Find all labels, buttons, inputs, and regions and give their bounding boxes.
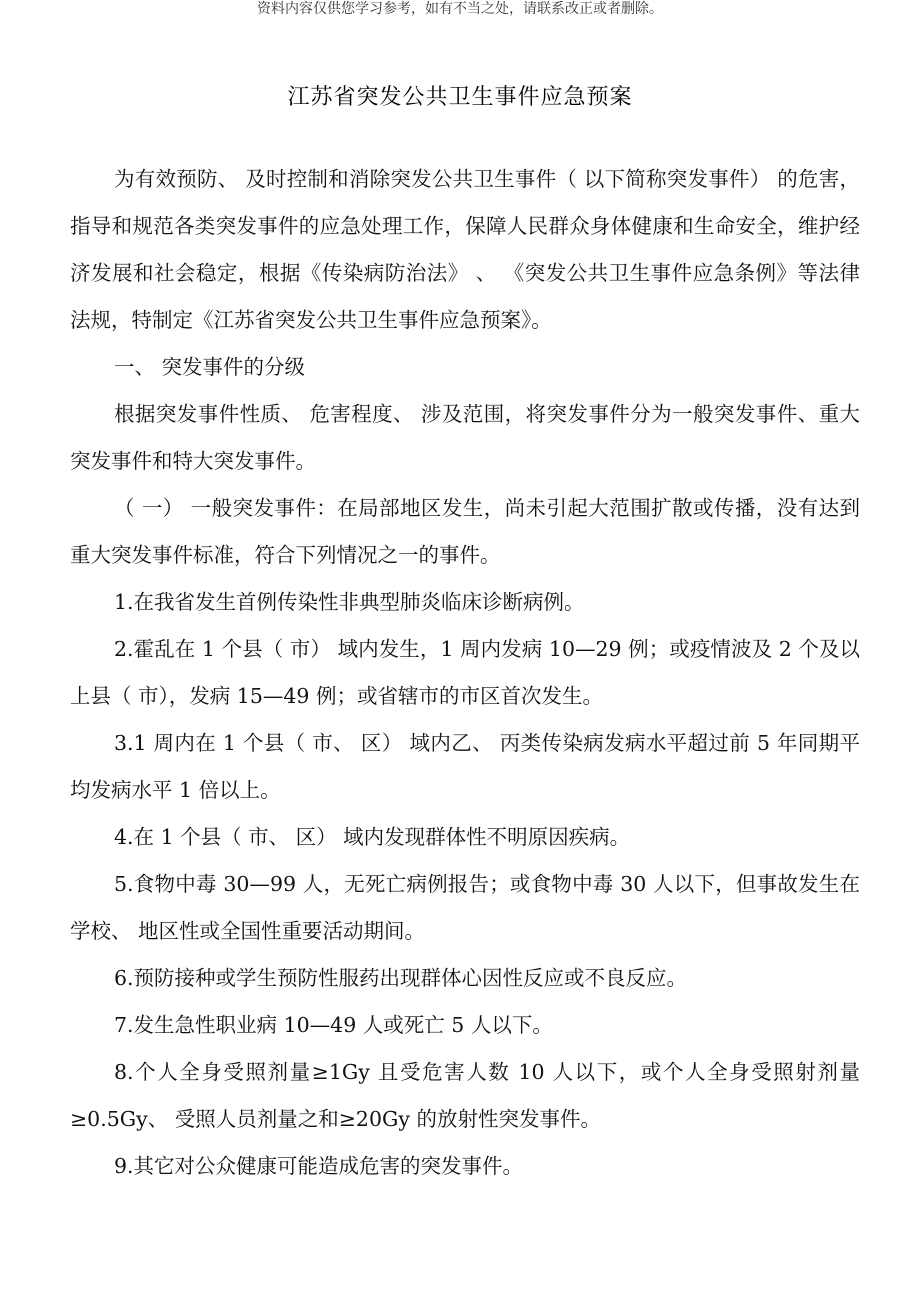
- list-item: 1.在我省发生首例传染性非典型肺炎临床诊断病例。: [114, 590, 585, 614]
- list-item: 8.个人全身受照剂量≥1Gy 且受危害人数 10 人以下，或个人全身受照射剂量≥0.5Gy、 受照人员剂量之和≥20Gy 的放射性突发事件。: [70, 1060, 860, 1131]
- section-heading: 一、 突发事件的分级: [114, 355, 306, 379]
- list-item: 7.发生急性职业病 10—49 人或死亡 5 人以下。: [114, 1013, 553, 1037]
- list-item: 4.在 1 个县（ 市、 区） 域内发现群体性不明原因疾病。: [114, 825, 631, 849]
- list-item: 2.霍乱在 1 个县（ 市） 域内发生，1 周内发病 10—29 例；或疫情波及 2 个及以上县（ 市），发病 15—49 例；或省辖市的市区首次发生。: [70, 637, 860, 708]
- paragraph-intro: 为有效预防、 及时控制和消除突发公共卫生事件（ 以下简称突发事件） 的危害，指导和规范各类突发事件的应急处理工作，保障人民群众身体健康和生命安全，维护经济发展和社会稳定，根据《传染病防治法》 、 《突发公共卫生事件应急条例》等法律法规，特制定《江苏省突发公共卫生事件应急预案》。: [70, 167, 860, 332]
- header-note: 资料内容仅供您学习参考，如有不当之处，请联系改正或者删除。: [257, 1, 663, 17]
- document-body: [70, 156, 860, 1190]
- paragraph-classification: 根据突发事件性质、 危害程度、 涉及范围，将突发事件分为一般突发事件、重大突发事件和特大突发事件。: [70, 402, 860, 473]
- list-item: 3.1 周内在 1 个县（ 市、 区） 域内乙、 丙类传染病发病水平超过前 5 年同期平均发病水平 1 倍以上。: [70, 731, 860, 802]
- subsection-heading: （ 一） 一般突发事件：在局部地区发生，尚未引起大范围扩散或传播，没有达到重大突发事件标准，符合下列情况之一的事件。: [70, 496, 860, 567]
- list-item: 6.预防接种或学生预防性服药出现群体心因性反应或不良反应。: [114, 966, 688, 990]
- list-item: 9.其它对公众健康可能造成危害的突发事件。: [114, 1154, 524, 1178]
- list-item: 5.食物中毒 30—99 人，无死亡病例报告；或食物中毒 30 人以下，但事故发生在学校、 地区性或全国性重要活动期间。: [70, 872, 860, 943]
- document-title: 江苏省突发公共卫生事件应急预案: [287, 85, 633, 110]
